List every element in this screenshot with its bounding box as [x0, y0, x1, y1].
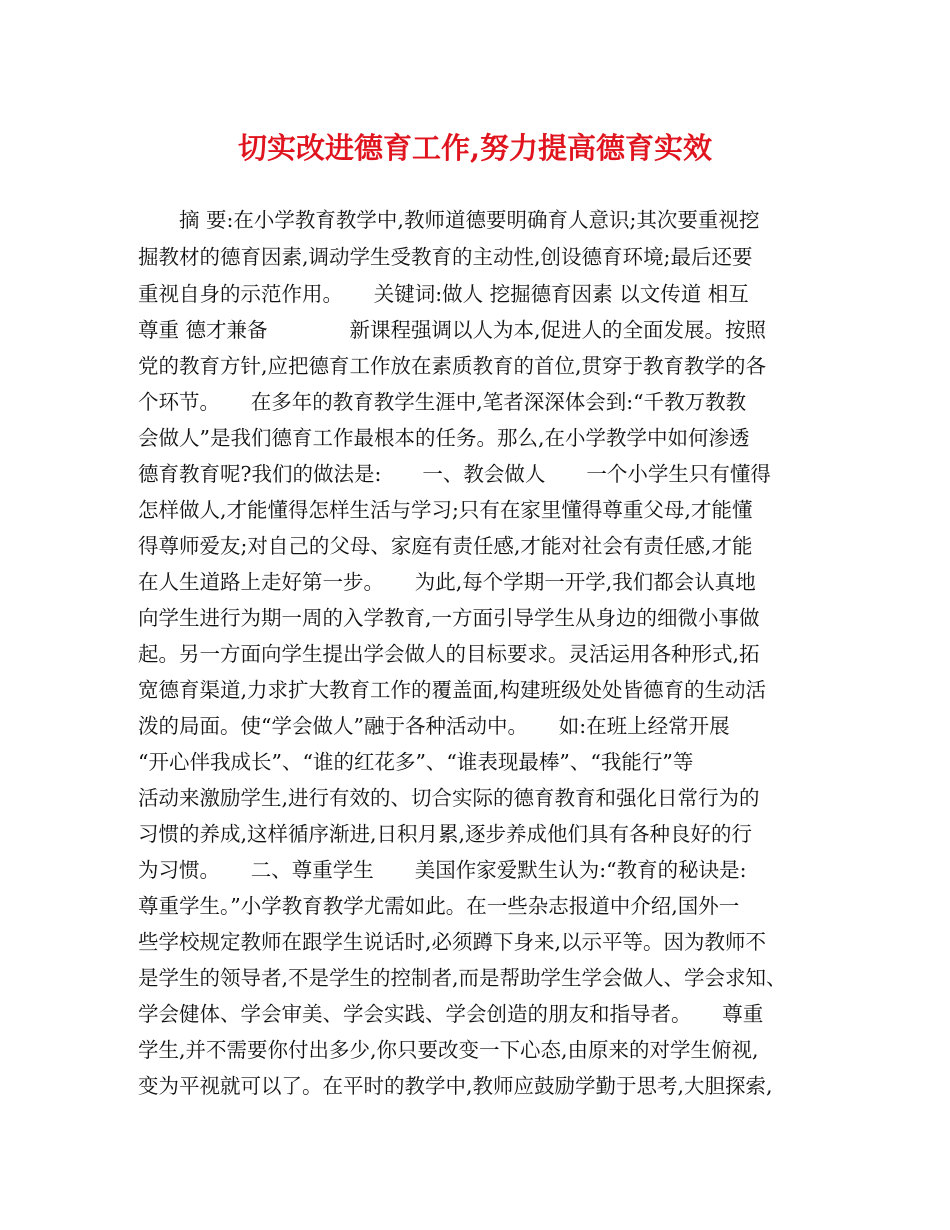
body-line: 学会健体、学会审美、学会实践、学会创造的朋友和指导者。 尊重 — [138, 1002, 764, 1026]
body-line: 向学生进行为期一周的入学教育,一方面引导学生从身边的细微小事做 — [138, 606, 760, 630]
body-line: 摘 要:在小学教育教学中,教师道德要明确育人意识;其次要重视挖 — [138, 208, 760, 232]
body-line: 为习惯。 二、尊重学生 美国作家爱默生认为:“教育的秘诀是: — [138, 858, 747, 882]
body-line: 怎样做人,才能懂得怎样生活与学习;只有在家里懂得尊重父母,才能懂 — [138, 498, 753, 522]
document-title: 切实改进德育工作,努力提高德育实效 — [237, 131, 713, 165]
body-line: “开心伴我成长”、“谁的红花多”、“谁表现最棒”、“我能行”等 — [138, 750, 694, 774]
body-line: 党的教育方针,应把德育工作放在素质教育的首位,贯穿于教育教学的各 — [138, 354, 767, 378]
body-line: 得尊师爱友;对自己的父母、家庭有责任感,才能对社会有责任感,才能 — [138, 534, 753, 558]
body-line: 泼的局面。使“学会做人”融于各种活动中。 如:在班上经常开展 — [138, 714, 730, 738]
body-line: 在人生道路上走好第一步。 为此,每个学期一开学,我们都会认真地 — [138, 570, 756, 594]
body-line: 些学校规定教师在跟学生说话时,必须蹲下身来,以示平等。因为教师不 — [138, 930, 767, 954]
body-line: 宽德育渠道,力求扩大教育工作的覆盖面,构建班级处处皆德育的生动活 — [138, 678, 767, 702]
body-line: 习惯的养成,这样循序渐进,日积月累,逐步养成他们具有各种良好的行 — [138, 822, 753, 846]
body-line: 尊重 德才兼备 新课程强调以人为本,促进人的全面发展。按照 — [138, 318, 767, 342]
body-line: 学生,并不需要你付出多少,你只要改变一下心态,由原来的对学生俯视, — [138, 1038, 759, 1062]
body-line: 是学生的领导者,不是学生的控制者,而是帮助学生学会做人、学会求知、 — [138, 966, 787, 990]
body-line: 德育教育呢?我们的做法是: 一、教会做人 一个小学生只有懂得 — [138, 462, 771, 486]
body-line: 掘教材的德育因素,调动学生受教育的主动性,创设德育环境;最后还要 — [138, 245, 753, 269]
body-line: 尊重学生。”小学教育教学尤需如此。在一些杂志报道中介绍,国外一 — [138, 894, 740, 918]
body-line: 起。另一方面向学生提出学会做人的目标要求。灵活运用各种形式,拓 — [138, 642, 760, 666]
body-line: 会做人”是我们德育工作最根本的任务。那么,在小学教学中如何渗透 — [138, 426, 750, 450]
body-line: 活动来激励学生,进行有效的、切合实际的德育教育和强化日常行为的 — [138, 786, 760, 810]
body-line: 重视自身的示范作用。 关键词:做人 挖掘德育因素 以文传道 相互 — [138, 282, 749, 306]
body-line: 个环节。 在多年的教育教学生涯中,笔者深深体会到:“千教万教教 — [138, 390, 747, 414]
body-line: 变为平视就可以了。在平时的教学中,教师应鼓励学勤于思考,大胆探索, — [138, 1074, 773, 1098]
